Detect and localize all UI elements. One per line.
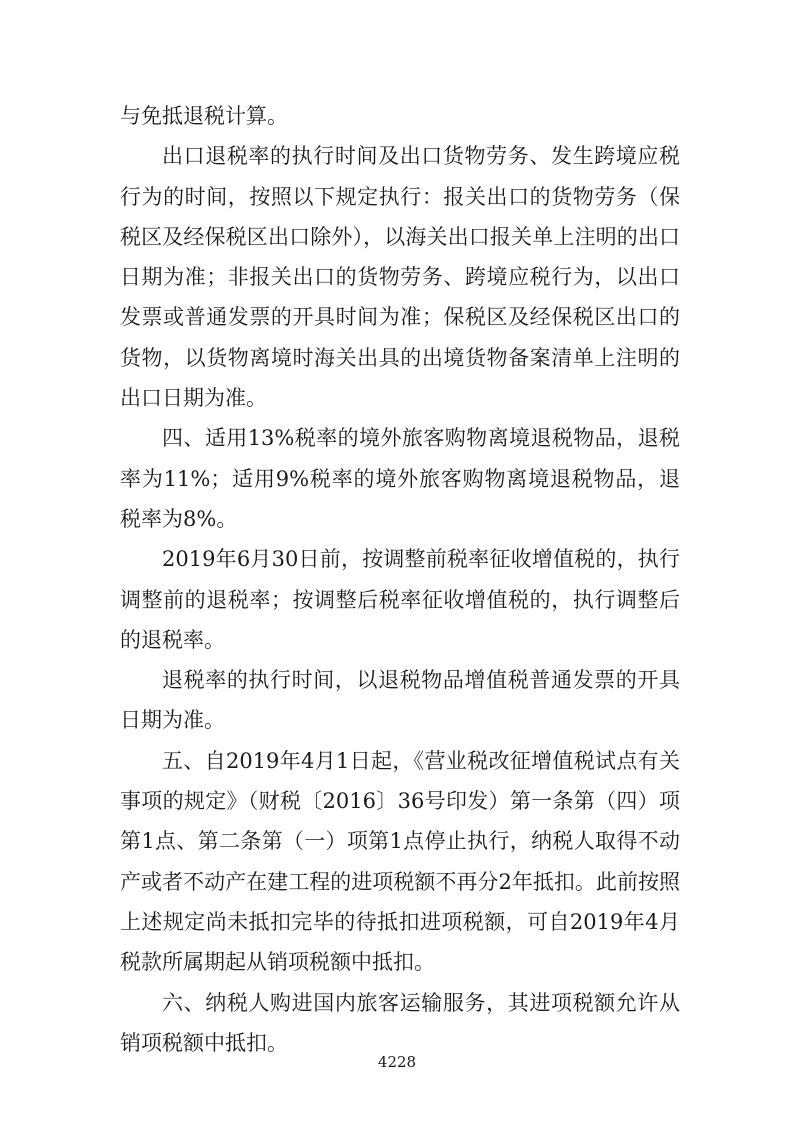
paragraph-export-rebate-timing: 出口退税率的执行时间及出口货物劳务、发生跨境应税行为的时间，按照以下规定执行：报关出口的货物劳务（保税区及经保税区出口除外），以海关出口报关单上注明的出口日期为准；非报关出口的货物劳务、跨境应税行为，以出口发票或普通发票的开具时间为准；保税区及经保税区出口的货物，以货物离境时海关出具的出境货物备案清单上注明的出口日期为准。	[120, 144, 680, 411]
paragraph-rebate-timing: 退税率的执行时间，以退税物品增值税普通发票的开具日期为准。	[120, 668, 680, 733]
paragraph-before-june-30: 2019年6月30日前，按调整前税率征收增值税的，执行调整前的退税率；按调整后税率征收增值税的，执行调整后的退税率。	[120, 547, 680, 652]
paragraph-item-six: 六、纳税人购进国内旅客运输服务，其进项税额允许从销项税额中抵扣。	[120, 990, 680, 1055]
document-body	[120, 96, 680, 1063]
paragraph-item-four: 四、适用13%税率的境外旅客购物离境退税物品，退税率为11%；适用9%税率的境外旅客购物离境退税物品，退税率为8%。	[120, 426, 680, 531]
paragraph-item-five: 五、自2019年4月1日起，《营业税改征增值税试点有关事项的规定》（财税〔2016〕36号印发）第一条第（四）项第1点、第二条第（一）项第1点停止执行，纳税人取得不动产或者不动产在建工程的进项税额不再分2年抵扣。此前按照上述规定尚未抵扣完毕的待抵扣进项税额，可自2019年4月税款所属期起从销项税额中抵扣。	[120, 748, 680, 975]
page-number: 4228	[377, 1053, 417, 1071]
paragraph-continuation: 与免抵退税计算。	[120, 104, 288, 128]
